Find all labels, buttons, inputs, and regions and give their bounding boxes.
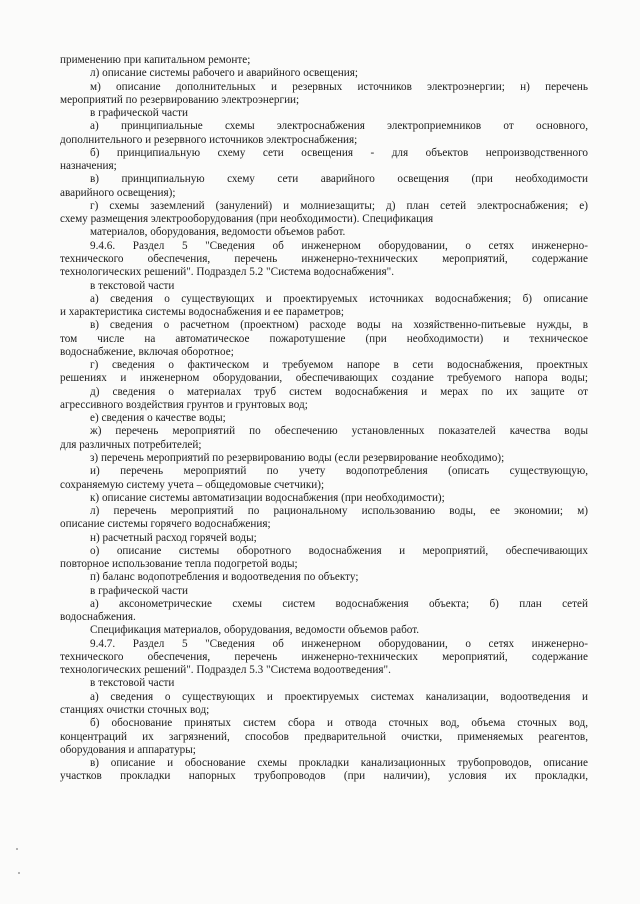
text-line: о) описание системы оборотного водоснабжения и мероприятий, обеспечивающих xyxy=(90,544,588,557)
text-line: технологических решений". Подраздел 5.2 "Система водоснабжения". xyxy=(60,266,395,279)
text-line: Спецификация материалов, оборудования, ведомости объемов работ. xyxy=(90,624,420,637)
text-line: водоснабжение, включая оборотное; xyxy=(60,345,234,358)
text-line: ж) перечень мероприятий по обеспечению установленных показателей качества воды xyxy=(90,425,588,438)
text-line: и) перечень мероприятий по учету водопотребления (описать существующую, xyxy=(90,465,588,478)
text-line: м) описание дополнительных и резервных источников электроэнергии; н) перечень xyxy=(90,80,588,93)
text-line: агрессивного воздействия грунтов и грунтовых вод; xyxy=(60,398,308,411)
text-line: в) принципиальную схему сети аварийного освещения (при необходимости xyxy=(90,173,588,186)
text-line: з) перечень мероприятий по резервированию воды (если резервирование необходимо); xyxy=(90,451,505,464)
text-line: к) описание системы автоматизации водоснабжения (при необходимости); xyxy=(90,491,445,504)
text-line: описание системы горячего водоснабжения; xyxy=(60,518,271,531)
text-line: сохраняемую систему учета – общедомовые счетчики); xyxy=(60,478,325,491)
text-line: оборудования и аппаратуры; xyxy=(60,743,196,756)
text-line: л) перечень мероприятий по рациональному использованию воды, ее экономии; м) xyxy=(90,505,588,518)
text-line: мероприятий по резервированию электроэнергии; xyxy=(60,93,300,106)
text-line: в) описание и обоснование схемы прокладки канализационных трубопроводов, описание xyxy=(90,757,588,770)
document-body xyxy=(60,54,588,784)
text-line: а) принципиальные схемы электроснабжения электроприемников от основного, xyxy=(90,120,588,133)
text-line: 9.4.7. Раздел 5 "Сведения об инженерном оборудовании, о сетях инженерно- xyxy=(90,637,588,650)
text-line: е) сведения о качестве воды; xyxy=(90,412,226,425)
text-line: решениях и инженерном оборудовании, обеспечивающих создание требуемого напора воды; xyxy=(60,372,588,385)
text-line: схему размещения электрооборудования (при необходимости). Спецификация xyxy=(60,213,434,226)
text-line: технологических решений". Подраздел 5.3 "Система водоотведения". xyxy=(60,664,391,677)
scan-speck xyxy=(18,872,20,874)
text-line: том числе на автоматическое пожаротушение (при необходимости) и техническое xyxy=(60,332,588,345)
text-line: для различных потребителей; xyxy=(60,438,202,451)
text-line: в текстовой части xyxy=(90,677,175,690)
text-line: б) принципиальную схему сети освещения - для объектов непроизводственного xyxy=(90,146,588,159)
text-line: а) сведения о существующих и проектируемых источниках водоснабжения; б) описание xyxy=(90,292,588,305)
text-line: назначения; xyxy=(60,160,117,173)
text-line: н) расчетный расход горячей воды; xyxy=(90,531,257,544)
text-line: п) баланс водопотребления и водоотведения по объекту; xyxy=(90,571,359,584)
text-line: материалов, оборудования, ведомости объемов работ. xyxy=(90,226,346,239)
text-line: а) аксонометрические схемы систем водоснабжения объекта; б) план сетей xyxy=(90,597,588,610)
text-line: в графической части xyxy=(90,107,188,120)
text-line: а) сведения о существующих и проектируемых системах канализации, водоотведения и xyxy=(90,690,588,703)
text-line: л) описание системы рабочего и аварийного освещения; xyxy=(90,67,359,80)
text-line: в графической части xyxy=(90,584,188,597)
text-line: б) обоснование принятых систем сбора и отвода сточных вод, объема сточных вод, xyxy=(90,717,588,730)
text-line: применению при капитальном ремонте; xyxy=(60,54,251,66)
text-line: в текстовой части xyxy=(90,279,175,292)
text-line: концентраций их загрязнений, способов предварительной очистки, применяемых реагентов, xyxy=(60,730,588,743)
text-line: участков прокладки напорных трубопроводов (при наличии), условия их прокладки, xyxy=(60,770,588,783)
text-line: повторное использование тепла подогретой воды; xyxy=(60,558,298,571)
text-line: водоснабжения. xyxy=(60,611,136,624)
text-line: г) сведения о фактическом и требуемом напоре в сети водоснабжения, проектных xyxy=(90,359,588,372)
text-line: технического обеспечения, перечень инженерно-технических мероприятий, содержание xyxy=(60,252,588,265)
text-line: в) сведения о расчетном (проектном) расходе воды на хозяйственно-питьевые нужды, в xyxy=(90,319,588,332)
text-line: аварийного освещения); xyxy=(60,186,176,199)
text-line: станциях очистки сточных вод; xyxy=(60,704,210,717)
text-line: д) сведения о материалах труб систем водоснабжения и мерах по их защите от xyxy=(90,385,588,398)
text-line: г) схемы заземлений (занулений) и молниезащиты; д) план сетей электроснабжения; е) xyxy=(90,199,588,212)
text-line: дополнительного и резервного источников электроснабжения; xyxy=(60,133,358,146)
text-line: технического обеспечения, перечень инженерно-технических мероприятий, содержание xyxy=(60,650,588,663)
text-line: 9.4.6. Раздел 5 "Сведения об инженерном оборудовании, о сетях инженерно- xyxy=(90,239,588,252)
text-line: и характеристика системы водоснабжения и ее параметров; xyxy=(60,306,345,319)
scan-speck xyxy=(16,848,18,850)
